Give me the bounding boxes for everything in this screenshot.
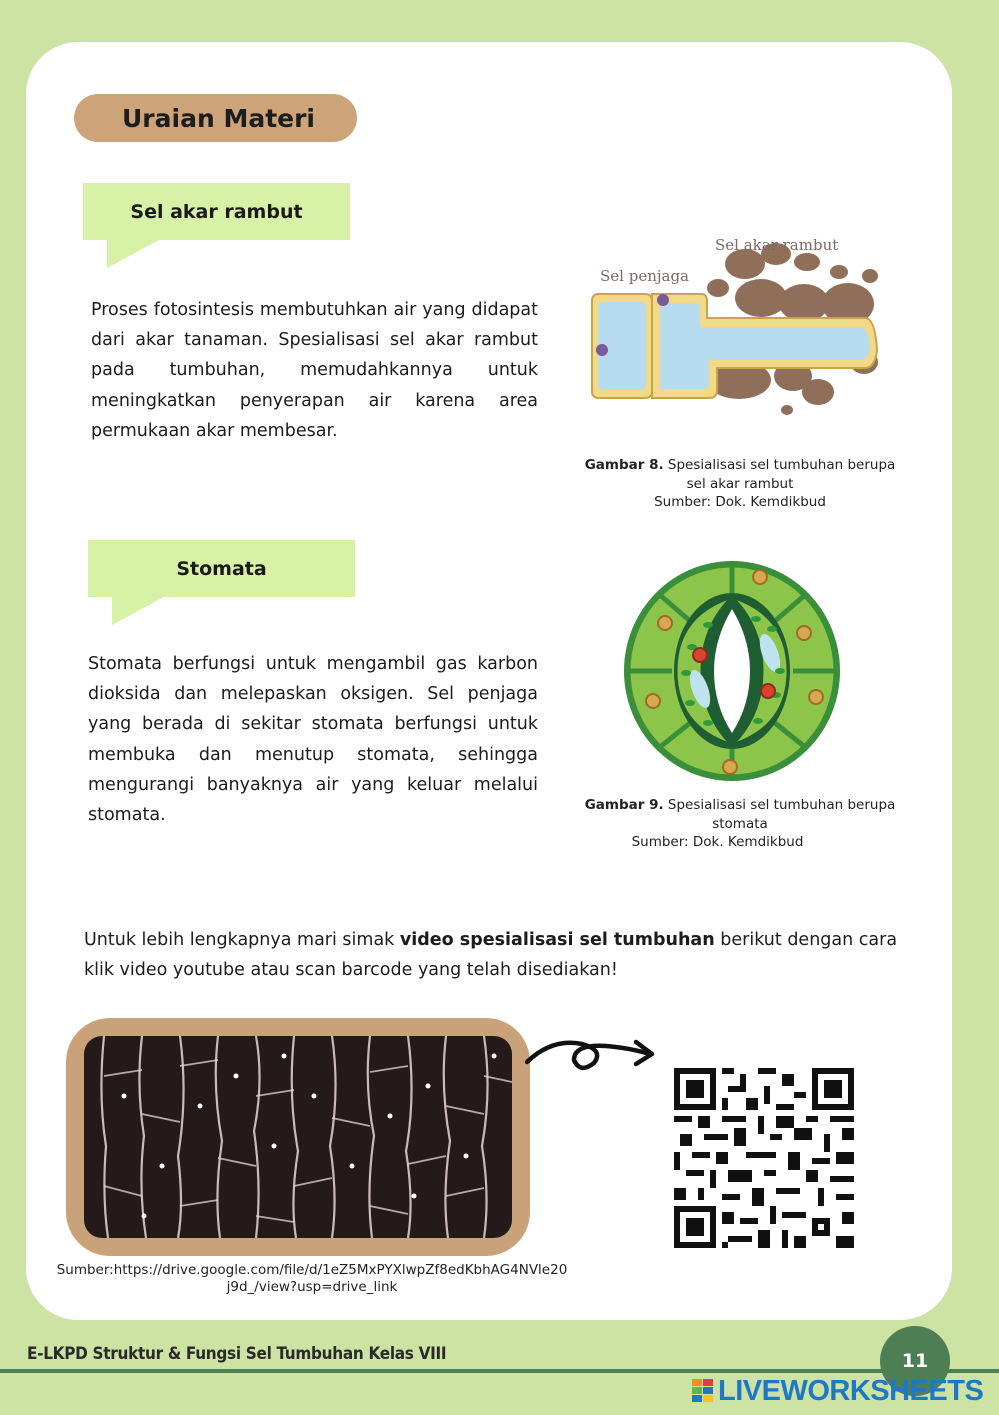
footer-title: E-LKPD Struktur & Fungsi Sel Tumbuhan Kelas VIII [27,1344,447,1364]
figure-8-caption [565,456,915,512]
label-root-hair-cell: Sel akar rambut [715,236,839,254]
qr-code[interactable] [674,1068,854,1248]
stomata-paragraph: Stomata berfungsi untuk mengambil gas karbon dioksida dan melepaskan oksigen. Sel penjaga yang berada di sekitar stomata berfungsi untuk membuka dan menutup stomata, sehingga mengurangi banyaknya air yang keluar melalui stomata. [88,654,538,826]
root-hair-heading [83,183,350,240]
caption-figure-number: Gambar 8. [584,457,664,473]
section-heading [74,94,357,142]
stomata-heading-text: Stomata [176,557,267,580]
arrow-icon [522,1030,662,1075]
root-hair-figure [585,232,890,422]
caption-line-1 [565,456,915,475]
root-hair-paragraph: Proses fotosintesis membutuhkan air yang didapat dari akar tanaman. Spesialisasi sel akar rambut pada tumbuhan, memudahkannya untuk meningkatkan penyerapan air karena area permukaan akar membesar. [91,300,538,441]
video-thumbnail[interactable] [66,1018,530,1256]
caption-line-2: sel akar rambut [686,475,794,492]
caption-text: Spesialisasi sel tumbuhan berupa [667,797,896,813]
intro-text-after: berikut dengan cara klik video youtube atau scan barcode yang telah disediakan! [84,930,898,980]
caption-line-2: stomata [712,815,768,832]
liveworksheets-wordmark: LIVEWORKSHEETS [718,1374,984,1407]
root-hair-heading-text: Sel akar rambut [130,200,303,223]
caption-source: Sumber: Dok. Kemdikbud [654,494,826,510]
video-source-link[interactable]: Sumber:https://drive.google.com/file/d/1eZ5MxPYXlwpZf8edKbhAG4NVle20j9d_/view?usp=drive_link [56,1262,568,1295]
stomata-figure [620,555,845,785]
microscope-image [84,1036,512,1238]
caption-figure-number: Gambar 9. [584,797,664,813]
section-heading-text: Uraian Materi [122,103,315,133]
page-number: 11 [901,1350,929,1372]
caption-line-1 [565,796,915,815]
video-intro [84,925,909,985]
caption-text: Spesialisasi sel tumbuhan berupa [667,457,896,473]
stomata-heading [88,540,355,597]
intro-text-bold: video spesialisasi sel tumbuhan [399,930,715,950]
intro-text-before: Untuk lebih lengkapnya mari simak [84,930,400,950]
figure-9-caption [565,796,915,852]
liveworksheets-grid-icon [692,1379,714,1403]
liveworksheets-logo[interactable] [692,1376,983,1406]
footer-line [0,1369,999,1373]
caption-source: Sumber: Dok. Kemdikbud [631,834,804,850]
label-guard-cell: Sel penjaga [600,267,689,285]
